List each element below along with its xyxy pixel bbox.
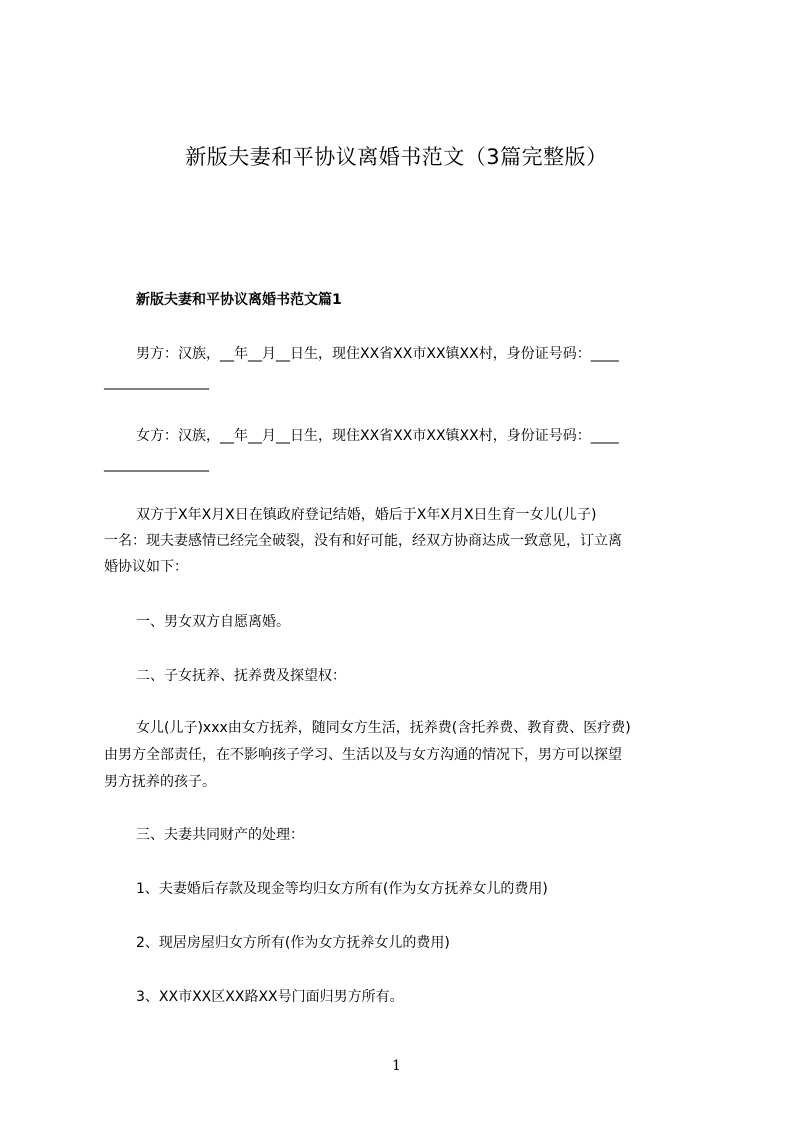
woman-info-line-continued: _______________ [104,456,209,472]
man-info-line: 男方：汉族，__年__月__日生，现住XX省XX市XX镇XX村，身份证号码：____ [136,346,619,362]
child-custody-line: 女儿(儿子)xxx由女方抚养，随同女方生活，抚养费(含托养费、教育费、医疗费) [136,720,631,736]
property-item: 2、现居房屋归女方所有(作为女方抚养女儿的费用) [136,935,450,951]
clause-two: 二、子女抚养、抚养费及探望权： [136,668,346,684]
page-number: 1 [392,1058,401,1074]
property-item: 3、XX市XX区XX路XX号门面归男方所有。 [136,989,404,1005]
section-heading: 新版夫妻和平协议离婚书范文篇1 [136,292,342,308]
intro-paragraph-line: 双方于X年X月X日在镇政府登记结婚，婚后于X年X月X日生育一女儿(儿子) [136,507,597,523]
intro-paragraph-line: 一名：现夫妻感情已经完全破裂，没有和好可能，经双方协商达成一致意见，订立离 [104,533,622,549]
property-item: 1、夫妻婚后存款及现金等均归女方所有(作为女方抚养女儿的费用) [136,881,548,897]
clause-three: 三、夫妻共同财产的处理： [136,827,304,843]
child-custody-line: 由男方全部责任，在不影响孩子学习、生活以及与女方沟通的情况下，男方可以探望 [104,747,622,763]
woman-info-line: 女方：汉族，__年__月__日生，现住XX省XX市XX镇XX村，身份证号码：____ [136,428,619,444]
man-info-line-continued: _______________ [104,374,209,390]
clause-one: 一、男女双方自愿离婚。 [136,614,290,630]
intro-paragraph-line: 婚协议如下： [104,559,188,575]
child-custody-line: 男方抚养的孩子。 [104,774,216,790]
document-title: 新版夫妻和平协议离婚书范文（3篇完整版） [185,145,608,169]
